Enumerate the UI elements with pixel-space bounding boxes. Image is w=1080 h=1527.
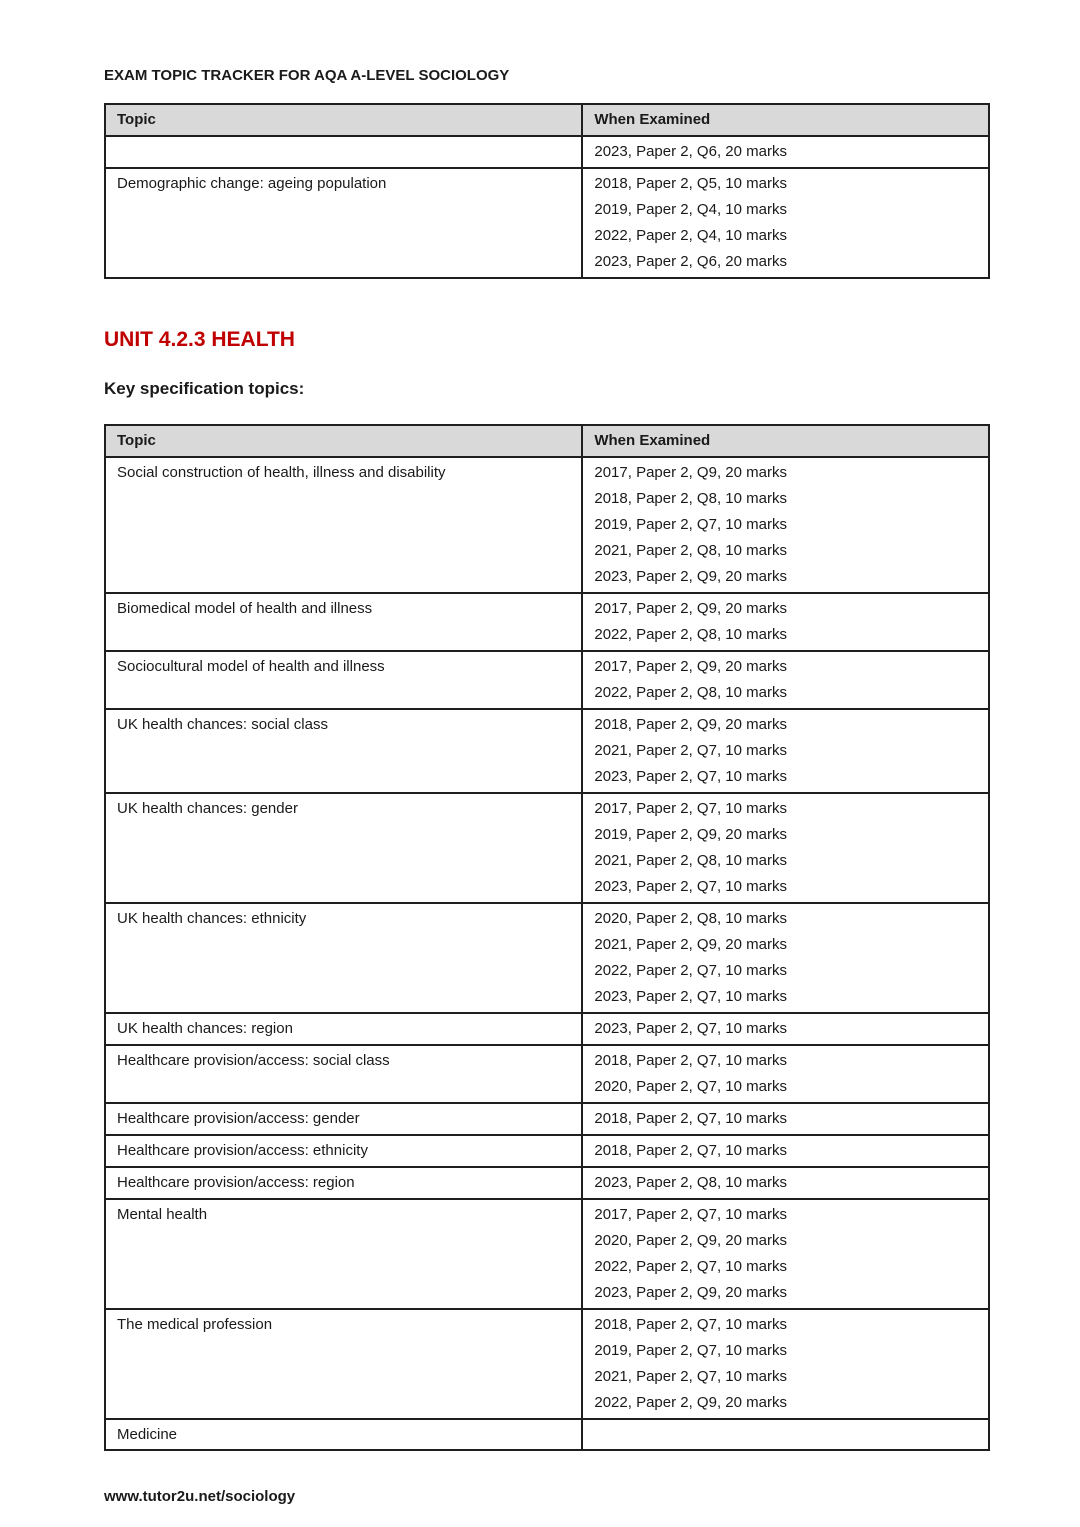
exam-entry: 2023, Paper 2, Q9, 20 marks <box>594 568 787 585</box>
exam-entry: 2022, Paper 2, Q7, 10 marks <box>594 962 787 979</box>
exam-entry: 2019, Paper 2, Q9, 20 marks <box>594 826 787 843</box>
table-row <box>105 1419 989 1450</box>
exam-entry: 2023, Paper 2, Q8, 10 marks <box>594 1174 787 1191</box>
when-examined-cell <box>582 1309 989 1419</box>
column-header-when-examined: When Examined <box>582 104 989 136</box>
key-topics-subheading: Key specification topics: <box>104 379 305 398</box>
topic-cell: Medicine <box>105 1419 582 1450</box>
exam-entry: 2022, Paper 2, Q4, 10 marks <box>594 227 787 244</box>
table-header-row <box>105 104 989 136</box>
exam-entry: 2022, Paper 2, Q8, 10 marks <box>594 626 787 643</box>
exam-entry: 2018, Paper 2, Q8, 10 marks <box>594 490 787 507</box>
exam-entry: 2023, Paper 2, Q6, 20 marks <box>594 143 787 160</box>
topic-cell: Biomedical model of health and illness <box>105 593 582 651</box>
table-row <box>105 168 989 278</box>
when-examined-cell <box>582 1199 989 1309</box>
exam-entry: 2019, Paper 2, Q7, 10 marks <box>594 516 787 533</box>
exam-entry: 2023, Paper 2, Q7, 10 marks <box>594 768 787 785</box>
when-examined-cell <box>582 1419 989 1450</box>
unit-heading: UNIT 4.2.3 HEALTH <box>104 328 295 351</box>
exam-entry: 2017, Paper 2, Q9, 20 marks <box>594 464 787 481</box>
exam-entry: 2021, Paper 2, Q9, 20 marks <box>594 936 787 953</box>
exam-entry: 2017, Paper 2, Q7, 10 marks <box>594 1206 787 1223</box>
table-row <box>105 457 989 593</box>
health-topics-table <box>104 424 990 1451</box>
table-row <box>105 593 989 651</box>
exam-entry: 2023, Paper 2, Q7, 10 marks <box>594 878 787 895</box>
table-row <box>105 1309 989 1419</box>
table-row <box>105 1135 989 1167</box>
when-examined-cell <box>582 1135 989 1167</box>
when-examined-cell <box>582 1013 989 1045</box>
topic-cell: UK health chances: social class <box>105 709 582 793</box>
exam-entry: 2019, Paper 2, Q7, 10 marks <box>594 1342 787 1359</box>
exam-entry: 2022, Paper 2, Q7, 10 marks <box>594 1258 787 1275</box>
when-examined-cell <box>582 709 989 793</box>
table-row <box>105 793 989 903</box>
exam-entry: 2023, Paper 2, Q7, 10 marks <box>594 988 787 1005</box>
topic-cell: Demographic change: ageing population <box>105 168 582 278</box>
topic-cell: UK health chances: region <box>105 1013 582 1045</box>
when-examined-cell <box>582 651 989 709</box>
exam-entry: 2021, Paper 2, Q8, 10 marks <box>594 542 787 559</box>
topic-cell: Healthcare provision/access: social class <box>105 1045 582 1103</box>
exam-entry: 2018, Paper 2, Q7, 10 marks <box>594 1110 787 1127</box>
column-header-topic: Topic <box>105 425 582 457</box>
topic-cell: UK health chances: gender <box>105 793 582 903</box>
topic-cell: Sociocultural model of health and illness <box>105 651 582 709</box>
exam-entry: 2018, Paper 2, Q5, 10 marks <box>594 175 787 192</box>
exam-entry: 2017, Paper 2, Q7, 10 marks <box>594 800 787 817</box>
topic-cell: Mental health <box>105 1199 582 1309</box>
exam-entry: 2021, Paper 2, Q7, 10 marks <box>594 1368 787 1385</box>
when-examined-cell <box>582 136 989 168</box>
exam-entry: 2022, Paper 2, Q8, 10 marks <box>594 684 787 701</box>
table-row <box>105 709 989 793</box>
when-examined-cell <box>582 1045 989 1103</box>
exam-topic-table-continued <box>104 103 990 279</box>
topic-cell: The medical profession <box>105 1309 582 1419</box>
exam-entry: 2018, Paper 2, Q7, 10 marks <box>594 1052 787 1069</box>
when-examined-cell <box>582 1167 989 1199</box>
exam-entry: 2022, Paper 2, Q9, 20 marks <box>594 1394 787 1411</box>
exam-entry: 2017, Paper 2, Q9, 20 marks <box>594 658 787 675</box>
when-examined-cell <box>582 793 989 903</box>
table-row <box>105 651 989 709</box>
page-title: EXAM TOPIC TRACKER FOR AQA A-LEVEL SOCIOLOGY <box>104 67 510 84</box>
footer-url: www.tutor2u.net/sociology <box>104 1488 296 1505</box>
exam-entry: 2020, Paper 2, Q8, 10 marks <box>594 910 787 927</box>
exam-entry: 2023, Paper 2, Q6, 20 marks <box>594 253 787 270</box>
exam-entry: 2023, Paper 2, Q7, 10 marks <box>594 1020 787 1037</box>
exam-entry: 2021, Paper 2, Q8, 10 marks <box>594 852 787 869</box>
table-row <box>105 136 989 168</box>
table-header-row <box>105 425 989 457</box>
table-row <box>105 903 989 1013</box>
topic-cell <box>105 136 582 168</box>
column-header-topic: Topic <box>105 104 582 136</box>
exam-entry: 2023, Paper 2, Q9, 20 marks <box>594 1284 787 1301</box>
table-row <box>105 1167 989 1199</box>
topic-cell: Healthcare provision/access: ethnicity <box>105 1135 582 1167</box>
topic-cell: Social construction of health, illness and disability <box>105 457 582 593</box>
topic-cell: Healthcare provision/access: region <box>105 1167 582 1199</box>
table-row <box>105 1045 989 1103</box>
exam-entry: 2019, Paper 2, Q4, 10 marks <box>594 201 787 218</box>
when-examined-cell <box>582 593 989 651</box>
when-examined-cell <box>582 1103 989 1135</box>
exam-entry: 2020, Paper 2, Q7, 10 marks <box>594 1078 787 1095</box>
when-examined-cell <box>582 168 989 278</box>
topic-cell: UK health chances: ethnicity <box>105 903 582 1013</box>
exam-entry: 2017, Paper 2, Q9, 20 marks <box>594 600 787 617</box>
exam-entry: 2018, Paper 2, Q7, 10 marks <box>594 1142 787 1159</box>
exam-entry: 2020, Paper 2, Q9, 20 marks <box>594 1232 787 1249</box>
table-row <box>105 1103 989 1135</box>
exam-entry: 2018, Paper 2, Q9, 20 marks <box>594 716 787 733</box>
exam-entry: 2018, Paper 2, Q7, 10 marks <box>594 1316 787 1333</box>
exam-entry: 2021, Paper 2, Q7, 10 marks <box>594 742 787 759</box>
table-row <box>105 1199 989 1309</box>
topic-cell: Healthcare provision/access: gender <box>105 1103 582 1135</box>
when-examined-cell <box>582 457 989 593</box>
when-examined-cell <box>582 903 989 1013</box>
column-header-when-examined: When Examined <box>582 425 989 457</box>
table-row <box>105 1013 989 1045</box>
